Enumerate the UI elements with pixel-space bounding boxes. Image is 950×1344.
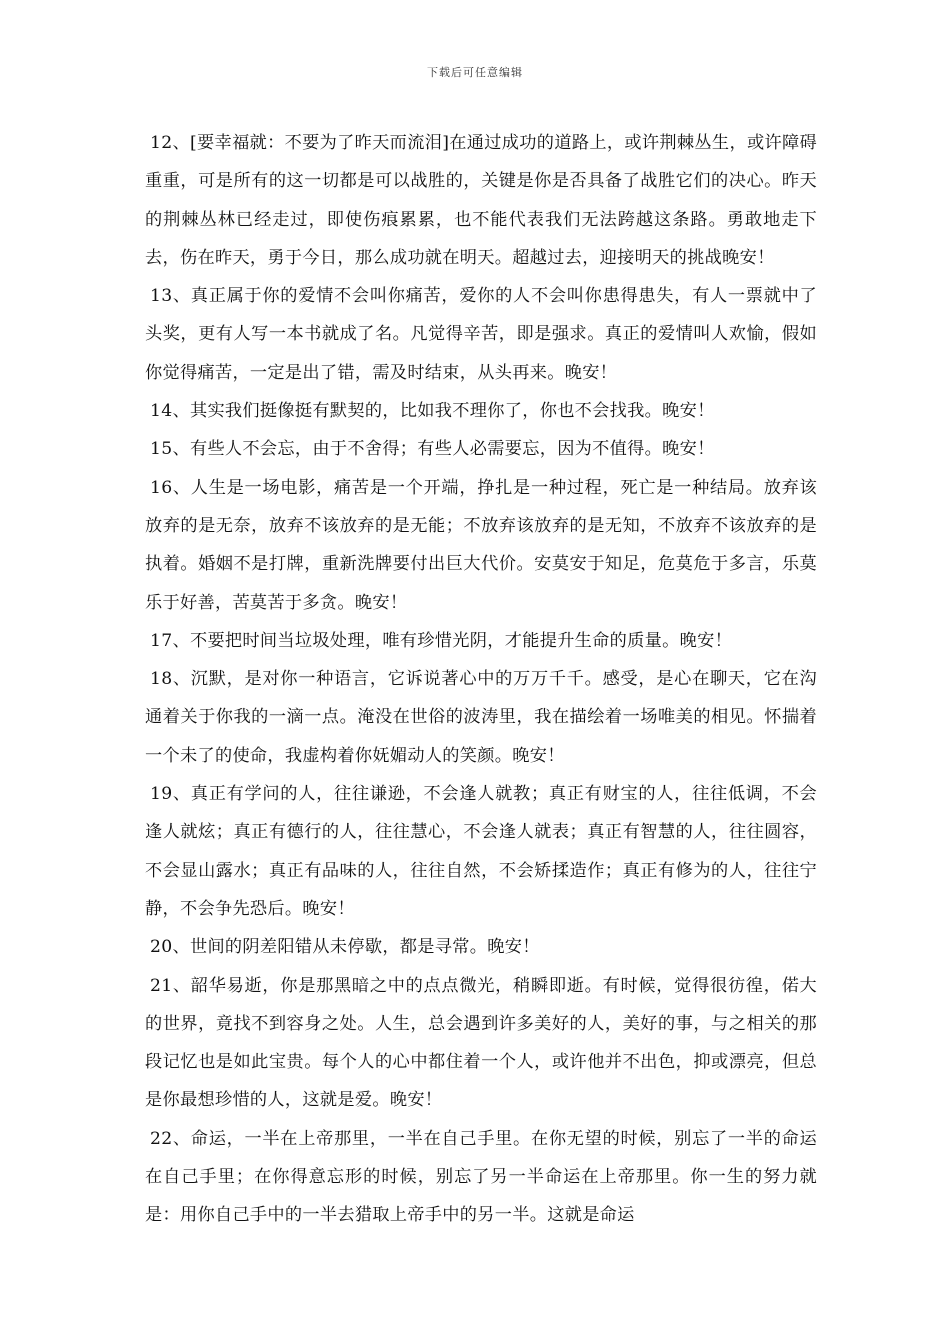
paragraph-12: 12、[要幸福就：不要为了昨天而流泪]在通过成功的道路上，或许荆棘丛生，或许障碍重重，可是所有的这一切都是可以战胜的，关键是你是否具备了战胜它们的决心。昨天的荆棘丛林已经走过，即使伤痕累累，也不能代表我们无法跨越这条路。勇敢地走下去，伤在昨天，勇于今日，那么成功就在明天。超越过去，迎接明天的挑战晚安！ xyxy=(145,133,817,268)
paragraph-17: 17、不要把时间当垃圾处理，唯有珍惜光阴，才能提升生命的质量。晚安！ xyxy=(150,630,733,651)
paragraph-21: 21、韶华易逝，你是那黑暗之中的点点微光，稍瞬即逝。有时候，觉得很彷徨，偌大的世界，竟找不到容身之处。人生，总会遇到许多美好的人，美好的事，与之相关的那段记忆也是如此宝贵。每个人的心中都住着一个人，或许他并不出色，抑或漂亮，但总是你最想珍惜的人，这就是爱。晚安！ xyxy=(145,975,817,1111)
paragraph-22: 22、命运，一半在上帝那里，一半在自己手里。在你无望的时候，别忘了一半的命运在自己手里；在你得意忘形的时候，别忘了另一半命运在上帝那里。你一生的努力就是：用你自己手中的一半去猎取上帝手中的另一半。这就是命运 xyxy=(145,1128,817,1226)
paragraph-18: 18、沉默，是对你一种语言，它诉说著心中的万万千千。感受，是心在聊天，它在沟通着关于你我的一滴一点。淹没在世俗的波涛里，我在描绘着一场唯美的相见。怀揣着一个未了的使命，我虚构着你妩媚动人的笑颜。晚安！ xyxy=(145,669,817,766)
paragraph-16: 16、人生是一场电影，痛苦是一个开端，挣扎是一种过程，死亡是一种结局。放弃该放弃的是无奈，放弃不该放弃的是无能；不放弃该放弃的是无知，不放弃不该放弃的是执着。婚姻不是打牌，重新洗牌要付出巨大代价。安莫安于知足，危莫危于多言，乐莫乐于好善，苦莫苦于多贪。晚安！ xyxy=(145,477,817,613)
paragraph-14: 14、其实我们挺像挺有默契的，比如我不理你了，你也不会找我。晚安！ xyxy=(150,401,715,422)
document-body xyxy=(145,124,817,1235)
paragraph-15: 15、有些人不会忘，由于不舍得；有些人必需要忘，因为不值得。晚安！ xyxy=(150,439,715,460)
paragraph-19: 19、真正有学问的人，往往谦逊，不会逢人就教；真正有财宝的人，往往低调，不会逢人就炫；真正有德行的人，往往慧心，不会逢人就表；真正有智慧的人，往往圆容，不会显山露水；真正有品味的人，往往自然，不会矫揉造作；真正有修为的人，往往宁静，不会争先恐后。晚安！ xyxy=(145,784,817,919)
page-header: 下载后可任意编辑 xyxy=(427,66,523,79)
paragraph-20: 20、世间的阴差阳错从未停歇，都是寻常。晚安！ xyxy=(150,937,540,958)
paragraph-13: 13、真正属于你的爱情不会叫你痛苦，爱你的人不会叫你患得患失，有人一票就中了头奖，更有人写一本书就成了名。凡觉得辛苦，即是强求。真正的爱情叫人欢愉，假如你觉得痛苦，一定是出了错，需及时结束，从头再来。晚安！ xyxy=(145,286,817,383)
